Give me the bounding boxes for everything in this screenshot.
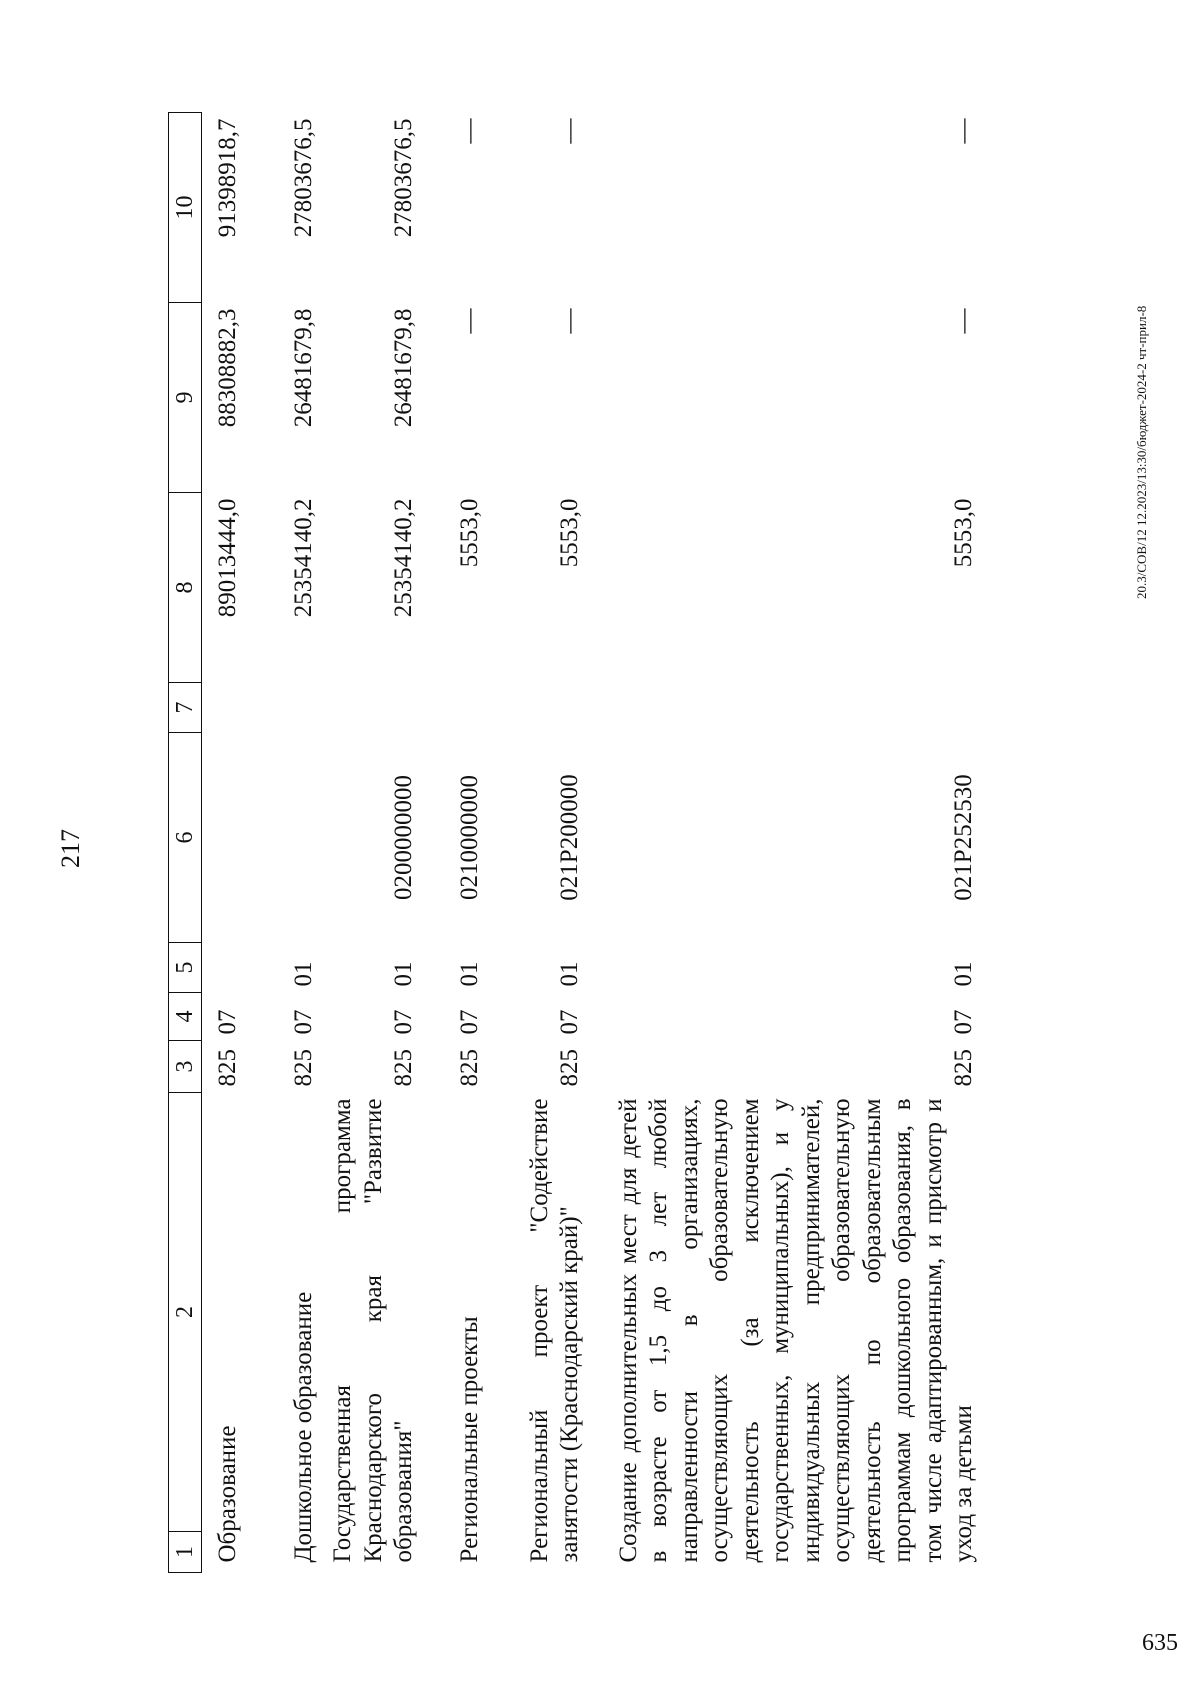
row-c7	[586, 683, 980, 733]
row-c3: 825	[214, 1049, 241, 1087]
row-c8: 25354140,2	[390, 498, 417, 618]
row-c3: 825	[950, 1049, 977, 1087]
row-c9: 88308882,3	[214, 308, 241, 428]
row-c4: 07	[390, 1009, 417, 1035]
row-c4: 07	[456, 1009, 483, 1035]
row-c8: 5553,0	[950, 498, 977, 568]
table-row	[320, 113, 420, 1573]
row-c4: 07	[556, 1009, 583, 1035]
row-name-text: Региональный проект "Содействие занятости (Краснодарский край)"	[525, 1098, 583, 1563]
row-c8: 89013444,0	[214, 498, 241, 618]
table-row	[586, 113, 980, 1573]
row-name-text: Государственная программа Краснодарского края "Развитие образования"	[329, 1098, 417, 1563]
row-c9: —	[456, 308, 483, 334]
row-name: Дошкольное образование	[290, 1291, 317, 1563]
row-c5: 01	[390, 961, 417, 987]
row-c7	[320, 683, 420, 733]
header-col-6: 6	[169, 733, 202, 943]
row-name-text: Создание дополнительных мест для детей в возрасте от 1,5 до 3 лет любой направленности в организациях, осуществляющих образовательную деятельность (за исключением государственных, муниципальных), и у индивидуальных предпринимателей, осуществляющих образовательную деятельность по образовательным программам дошкольного образования, в том числе адаптированным, и присмотр и уход за детьми	[614, 1098, 977, 1563]
row-c6	[202, 733, 244, 943]
row-c6	[244, 733, 320, 943]
header-col-8: 8	[169, 493, 202, 683]
row-c7	[486, 683, 586, 733]
row-c4: 07	[214, 1009, 241, 1035]
row-name	[486, 1093, 586, 1573]
row-c7	[420, 683, 486, 733]
row-c6: 021P252530	[950, 774, 977, 901]
row-c10: —	[950, 118, 977, 144]
table-row	[202, 113, 244, 1573]
row-c3: 825	[290, 1049, 317, 1087]
header-col-5: 5	[169, 943, 202, 993]
row-c5: 01	[950, 961, 977, 987]
row-c7	[202, 683, 244, 733]
row-c6: 0210000000	[456, 775, 483, 900]
row-c9: —	[556, 308, 583, 334]
row-c10: 27803676,5	[290, 118, 317, 238]
header-col-7: 7	[169, 683, 202, 733]
header-col-4: 4	[169, 993, 202, 1041]
row-c3: 825	[456, 1049, 483, 1087]
row-name: Образование	[214, 1425, 241, 1563]
row-c9: 26481679,8	[390, 308, 417, 428]
row-c3: 825	[390, 1049, 417, 1087]
row-c8: 25354140,2	[290, 498, 317, 618]
row-c10: 91398918,7	[214, 118, 241, 238]
row-c4: 07	[290, 1009, 317, 1035]
row-c3: 825	[556, 1049, 583, 1087]
folio-number: 635	[1142, 1630, 1178, 1656]
row-c10: —	[456, 118, 483, 144]
row-name	[586, 1093, 980, 1573]
header-col-2: 2	[172, 1306, 198, 1318]
row-c4: 07	[950, 1009, 977, 1035]
page-number: 217	[56, 829, 85, 868]
document-footer-code: 20.3/СОВ/12 12.2023/13:30/бюджет-2024-2 чт-прил-8	[1134, 305, 1149, 599]
row-c5: 01	[556, 961, 583, 987]
row-c10: —	[556, 118, 583, 144]
header-col-3: 3	[169, 1041, 202, 1093]
row-name	[320, 1093, 420, 1573]
row-c8: 5553,0	[456, 498, 483, 568]
table-row	[244, 113, 320, 1573]
budget-table	[168, 112, 980, 1573]
row-c8: 5553,0	[556, 498, 583, 568]
row-c9: 26481679,8	[290, 308, 317, 428]
row-c10: 27803676,5	[390, 118, 417, 238]
header-col-9: 9	[169, 303, 202, 493]
table-row	[486, 113, 586, 1573]
header-col-10: 10	[169, 113, 202, 303]
row-c5: 01	[290, 961, 317, 987]
row-name: Региональные проекты	[456, 1316, 483, 1563]
row-c9: —	[950, 308, 977, 334]
header-row	[169, 113, 202, 1573]
row-c5	[202, 943, 244, 993]
table-row	[420, 113, 486, 1573]
row-c5: 01	[456, 961, 483, 987]
row-c6: 021P200000	[556, 774, 583, 901]
header-col-1: 1	[169, 1531, 201, 1572]
row-c7	[244, 683, 320, 733]
row-c6: 0200000000	[390, 775, 417, 900]
